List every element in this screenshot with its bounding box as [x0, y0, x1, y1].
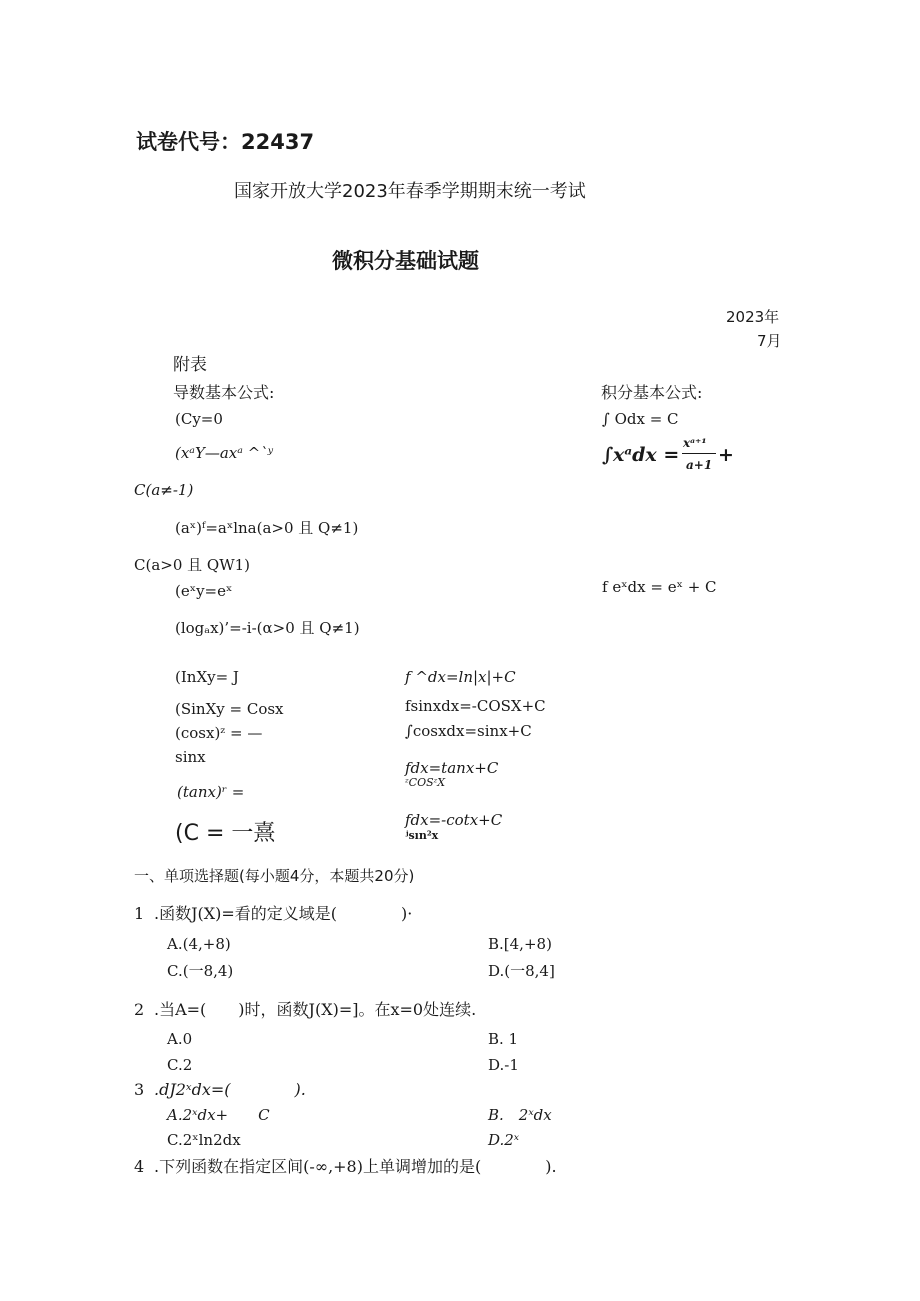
fraction-denominator: a+1 — [686, 458, 713, 472]
integral-formula: ∫xᵃdx = — [602, 444, 680, 466]
integral-formula: fsinxdx=-COSX+C — [405, 697, 546, 715]
question-option: A.0 — [167, 1030, 193, 1048]
page-title: 微积分基础试题 — [332, 249, 479, 273]
derivative-title: 导数基本公式: — [173, 383, 275, 402]
integral-formula: ʲsın²x — [405, 829, 439, 842]
date-year: 2023年 — [726, 308, 780, 326]
derivative-formula: (Cy=0 — [175, 410, 223, 428]
derivative-formula: (eˣy=eˣ — [175, 582, 233, 600]
question-option: D.2ˣ — [488, 1131, 520, 1149]
question-option: A.2ˣdx+ C — [167, 1106, 270, 1124]
question-option: B.[4,+8) — [488, 935, 552, 953]
date-month: 7月 — [757, 332, 782, 350]
integral-title: 积分基本公式: — [601, 383, 703, 402]
fraction-numerator: xᵃ⁺¹ — [683, 436, 707, 450]
question-option: D.(一8,4] — [488, 962, 555, 980]
derivative-formula: (xᵃY—axᵃ ^`ʸ — [175, 444, 274, 462]
question-stem: .下列函数在指定区间(-∞,+8)上单调增加的是( ). — [154, 1157, 557, 1176]
question-option: B. 1 — [488, 1030, 519, 1048]
question-option: B. 2ˣdx — [488, 1106, 552, 1124]
integral-formula: fdx=tanx+C — [405, 759, 499, 777]
question-stem: .当A=( )时，函数J(X)=]。在x=0处连续. — [154, 1000, 477, 1019]
question-number: 4 — [134, 1157, 145, 1176]
derivative-formula: sinx — [175, 748, 206, 766]
integral-formula: + — [718, 444, 734, 466]
integral-formula: f eˣdx = eˣ + C — [602, 578, 717, 596]
section-title: 一、单项选择题(每小题4分，本题共20分) — [134, 867, 415, 885]
paper-code: 试卷代号：22437 — [136, 130, 315, 154]
fraction-bar — [682, 453, 716, 454]
appendix-label: 附表 — [173, 355, 207, 375]
derivative-formula: C(a>0 且 QW1) — [134, 556, 251, 574]
integral-formula: ∫ Odx = C — [602, 410, 679, 428]
derivative-formula: (SinXy = Cosx — [175, 700, 284, 718]
question-option: C.(一8,4) — [167, 962, 234, 980]
integral-formula: fdx=-cotx+C — [405, 811, 503, 829]
question-option: D.-1 — [488, 1056, 519, 1074]
question-option: C.2 — [167, 1056, 193, 1074]
derivative-formula: (logₐx)’=-i-(α>0 且 Q≠1) — [175, 619, 360, 637]
question-stem: .dJ2ˣdx=( ). — [154, 1080, 306, 1099]
question-number: 2 — [134, 1000, 145, 1019]
question-stem: .函数J(X)=看的定义域是( )· — [154, 904, 413, 923]
integral-formula: f ^dx=ln|x|+C — [405, 668, 516, 686]
derivative-formula: (tanx)ʳ = — [177, 783, 245, 801]
derivative-formula: (C = 一熹 — [175, 821, 276, 846]
question-number: 1 — [134, 904, 145, 923]
derivative-formula: (cosx)ᶻ = — — [175, 724, 263, 742]
integral-formula: ∫cosxdx=sinx+C — [405, 722, 532, 740]
question-option: A.(4,+8) — [167, 935, 231, 953]
derivative-formula: (InXy= J — [175, 668, 239, 686]
derivative-formula: (aˣ)ᶠ=aˣlna(a>0 且 Q≠1) — [175, 519, 359, 537]
question-option: C.2ˣln2dx — [167, 1131, 241, 1149]
derivative-formula: C(a≠-1) — [134, 481, 194, 499]
exam-name: 国家开放大学2023年春季学期期末统一考试 — [234, 181, 586, 202]
integral-formula: ᶻCOSᶻX — [405, 776, 446, 789]
question-number: 3 — [134, 1080, 145, 1099]
